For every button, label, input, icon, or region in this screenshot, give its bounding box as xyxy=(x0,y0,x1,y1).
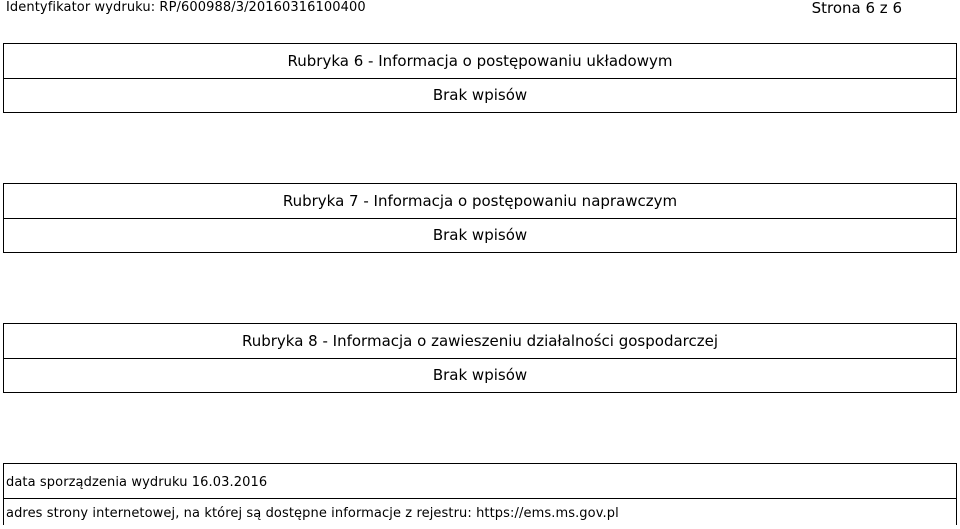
section-rubryka-6 xyxy=(3,43,957,113)
print-identifier: Identyfikator wydruku: RP/600988/3/20160316100400 xyxy=(6,0,366,15)
section-content: Brak wpisów xyxy=(432,226,528,244)
section-title: Rubryka 8 - Informacja o zawieszeniu działalności gospodarczej xyxy=(4,324,956,359)
section-title: Rubryka 6 - Informacja o postępowaniu układowym xyxy=(4,44,956,79)
print-date: data sporządzenia wydruku 16.03.2016 xyxy=(4,464,956,499)
section-title: Rubryka 7 - Informacja o postępowaniu naprawczym xyxy=(4,184,956,219)
section-content: Brak wpisów xyxy=(432,366,528,384)
section-rubryka-8 xyxy=(3,323,957,393)
section-rubryka-7 xyxy=(3,183,957,253)
page-number: Strona 6 z 6 xyxy=(811,0,902,17)
section-content: Brak wpisów xyxy=(432,86,528,104)
footer-box xyxy=(3,463,957,525)
registry-address: adres strony internetowej, na której są dostępne informacje z rejestru: https://ems.ms.gov.pl xyxy=(6,506,619,521)
